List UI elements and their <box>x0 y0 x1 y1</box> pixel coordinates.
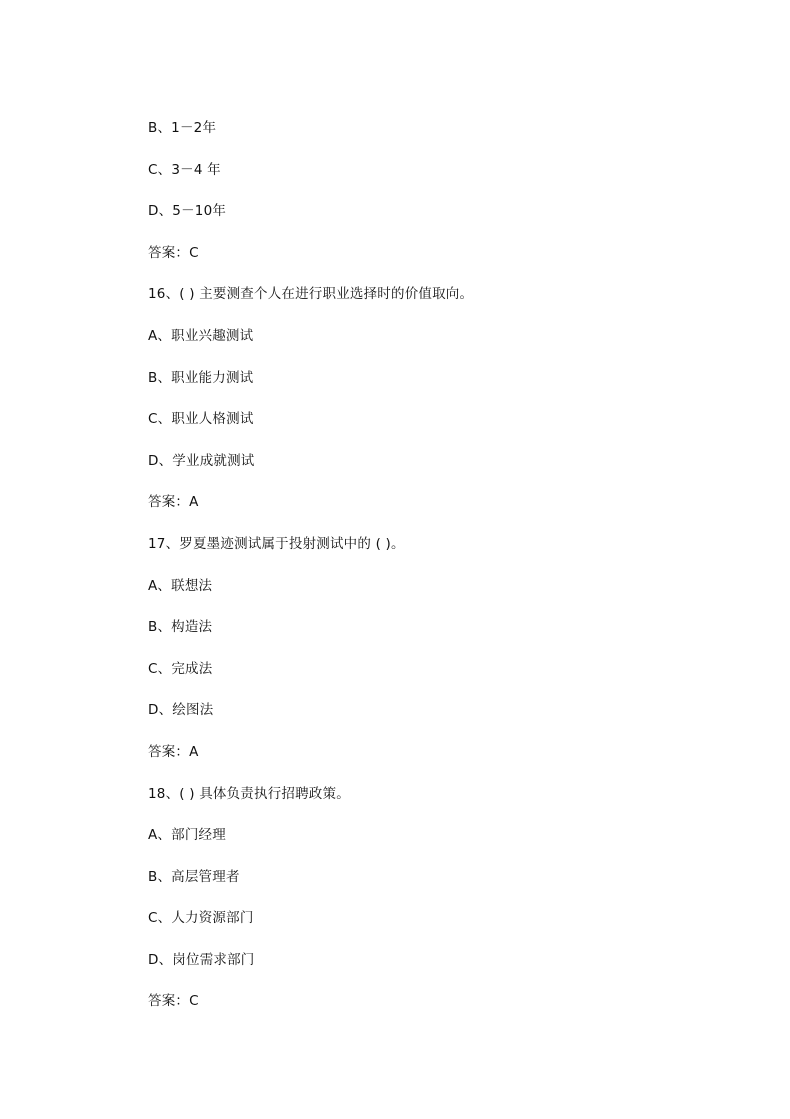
question-16: 16、( ) 主要测查个人在进行职业选择时的价值取向。 <box>148 286 474 303</box>
q18-option-b: B、高层管理者 <box>148 868 240 885</box>
q17-option-d: D、绘图法 <box>148 702 214 719</box>
option-b-line: B、1－2年 <box>148 120 217 136</box>
exam-content <box>148 116 748 1031</box>
question-18: 18、( ) 具体负责执行招聘政策。 <box>148 785 350 802</box>
q16-option-d: D、学业成就测试 <box>148 452 255 469</box>
q18-option-c: C、人力资源部门 <box>148 910 254 927</box>
q16-option-a: A、职业兴趣测试 <box>148 327 254 344</box>
q17-option-a: A、联想法 <box>148 577 213 594</box>
q18-answer: 答案：C <box>148 993 199 1010</box>
q17-answer: 答案：A <box>148 743 199 760</box>
q16-answer: 答案：A <box>148 494 199 511</box>
q16-option-b: B、职业能力测试 <box>148 369 254 386</box>
q18-option-a: A、部门经理 <box>148 827 226 844</box>
answer-line: 答案：C <box>148 244 199 261</box>
q16-option-c: C、职业人格测试 <box>148 411 254 428</box>
option-d-line: D、5－10年 <box>148 203 227 220</box>
option-c-line: C、3－4 年 <box>148 161 221 178</box>
q17-option-b: B、构造法 <box>148 619 213 636</box>
question-17: 17、罗夏墨迹测试属于投射测试中的 ( )。 <box>148 535 405 552</box>
q17-option-c: C、完成法 <box>148 660 213 677</box>
q18-option-d: D、岗位需求部门 <box>148 951 255 968</box>
